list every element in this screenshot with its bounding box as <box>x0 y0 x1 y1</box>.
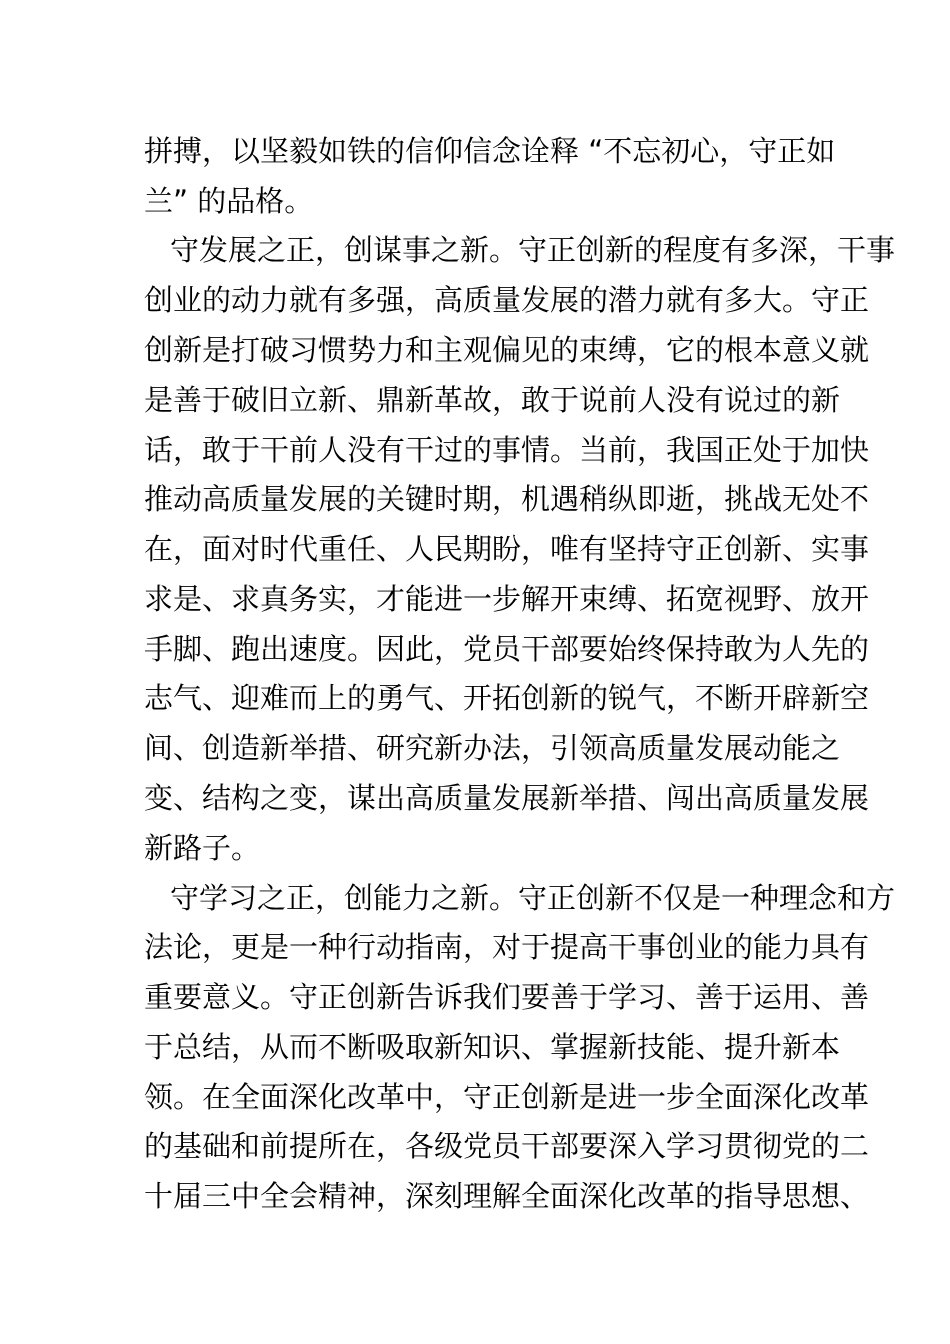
text-line: 新路子。 <box>144 831 261 865</box>
text-line: 志气、迎难而上的勇气、开拓创新的锐气，不断开辟新空 <box>144 681 870 715</box>
text-line: 于总结，从而不断吸取新知识、掌握新技能、提升新本 <box>144 1030 841 1064</box>
text-line: 间、创造新举措、研究新办法，引领高质量发展动能之 <box>144 731 841 765</box>
text-line: 是善于破旧立新、鼎新革故，敢于说前人没有说过的新 <box>144 383 841 417</box>
text-line: 创业的动力就有多强，高质量发展的潜力就有多大。守正 <box>144 283 870 317</box>
text-line: 推动高质量发展的关键时期，机遇稍纵即逝，挑战无处不 <box>144 482 870 516</box>
text-line: 创新是打破习惯势力和主观偏见的束缚，它的根本意义就 <box>144 333 870 367</box>
text-line: 变、结构之变，谋出高质量发展新举措、闯出高质量发展 <box>144 781 870 815</box>
paragraph-first-line: 守发展之正，创谋事之新。守正创新的程度有多深，干事 <box>170 233 896 267</box>
text-line: 的基础和前提所在，各级党员干部要深入学习贯彻党的二 <box>144 1129 870 1163</box>
text-line: 手脚、跑出速度。因此，党员干部要始终保持敢为人先的 <box>144 632 870 666</box>
text-line: 话，敢于干前人没有干过的事情。当前，我国正处于加快 <box>144 433 870 467</box>
text-line: 在，面对时代重任、人民期盼，唯有坚持守正创新、实事 <box>144 532 870 566</box>
text-line: 重要意义。守正创新告诉我们要善于学习、善于运用、善 <box>144 980 870 1014</box>
text-line: 领。在全面深化改革中，守正创新是进一步全面深化改革 <box>144 1080 870 1114</box>
text-line: 求是、求真务实，才能进一步解开束缚、拓宽视野、放开 <box>144 582 870 616</box>
text-line: 法论，更是一种行动指南，对于提高干事创业的能力具有 <box>144 930 870 964</box>
text-line: 十届三中全会精神，深刻理解全面深化改革的指导思想、 <box>144 1179 870 1213</box>
text-line: 拼搏，以坚毅如铁的信仰信念诠释 “不忘初心，守正如 <box>144 134 836 168</box>
paragraph-first-line: 守学习之正，创能力之新。守正创新不仅是一种理念和方 <box>170 881 896 915</box>
text-line: 兰” 的品格。 <box>144 184 314 218</box>
